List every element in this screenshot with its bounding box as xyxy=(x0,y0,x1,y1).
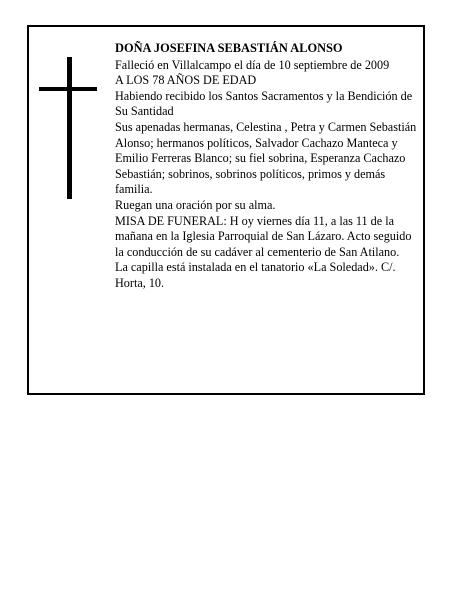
obituary-notice xyxy=(27,25,425,395)
family-statement: Sus apenadas hermanas, Celestina , Petra y Carmen Sebastián Alonso; hermanos políticos, Salvador Cachazo Manteca y Emilio Ferreras Blanco; su fiel sobrina, Esperanza Cachazo Sebastián; sobrinos, sobrinos políticos, primos y demás familia. xyxy=(115,119,417,197)
funeral-mass-details: MISA DE FUNERAL: H oy viernes día 11, a las 11 de la mañana en la Iglesia Parroquial de San Lázaro. Acto seguido la conducción de su cadáver al cementerio de San Atilano. xyxy=(115,213,412,259)
chapel-location: La capilla está instalada en el tanatorio «La Soledad». C/. Horta, 10. xyxy=(115,260,396,290)
prayer-request: Ruegan una oración por su alma. xyxy=(115,197,276,212)
age-statement: A LOS 78 AÑOS DE EDAD xyxy=(115,73,257,88)
cross-vertical-bar xyxy=(67,57,72,199)
sacraments-statement: Habiendo recibido los Santos Sacramentos y la Bendición de Su Santidad xyxy=(115,88,413,119)
cross-horizontal-bar xyxy=(39,87,97,91)
obituary-text xyxy=(115,41,417,292)
deceased-name: DOÑA JOSEFINA SEBASTIÁN ALONSO xyxy=(115,41,343,55)
cross-icon xyxy=(39,57,97,199)
death-statement: Falleció en Villalcampo el día de 10 septiembre de 2009 xyxy=(115,57,390,72)
